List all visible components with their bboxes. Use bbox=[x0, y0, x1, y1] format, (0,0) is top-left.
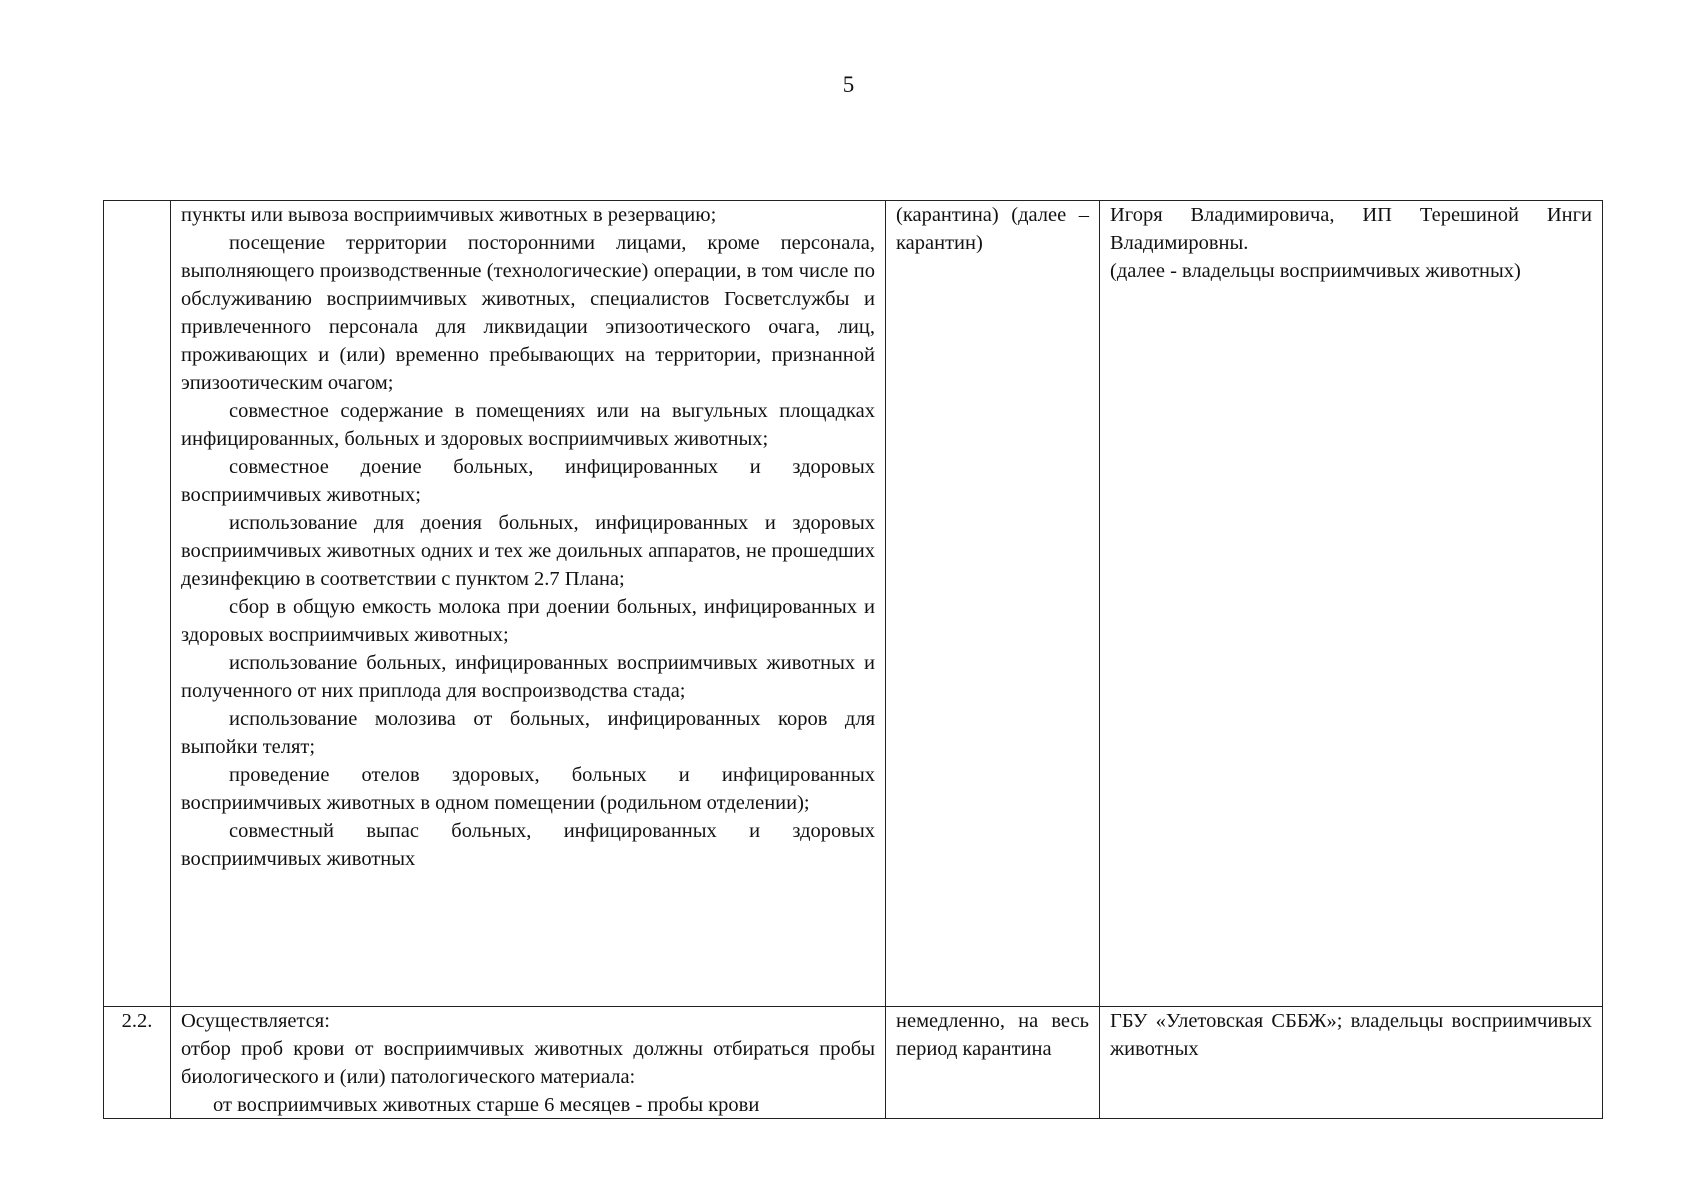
action-paragraph: использование больных, инфицированных восприимчивых животных и полученного от них приплода для воспроизводства стада; bbox=[181, 652, 875, 702]
action-cell bbox=[171, 201, 886, 1007]
page-number: 5 bbox=[842, 72, 855, 97]
responsible-cell bbox=[1100, 201, 1603, 1007]
action-paragraph: совместное доение больных, инфицированных и здоровых восприимчивых животных; bbox=[181, 456, 875, 506]
row-number-cell bbox=[104, 201, 171, 1007]
term-cell bbox=[886, 1007, 1100, 1119]
table-row bbox=[104, 1007, 1603, 1119]
responsible-text: (далее - владельцы восприимчивых животных) bbox=[1110, 260, 1521, 282]
action-paragraph: сбор в общую емкость молока при доении больных, инфицированных и здоровых восприимчивых животных; bbox=[181, 596, 875, 646]
measures-table bbox=[103, 200, 1603, 1119]
action-paragraph: от восприимчивых животных старше 6 месяцев - пробы крови bbox=[213, 1094, 760, 1116]
action-paragraph: использование молозива от больных, инфицированных коров для выпойки телят; bbox=[181, 708, 875, 758]
action-paragraph: Осуществляется: bbox=[181, 1010, 330, 1032]
action-paragraph: проведение отелов здоровых, больных и инфицированных восприимчивых животных в одном помещении (родильном отделении); bbox=[181, 764, 875, 814]
action-paragraph: пункты или вывоза восприимчивых животных в резервацию; bbox=[181, 204, 717, 226]
action-paragraph: совместное содержание в помещениях или на выгульных площадках инфицированных, больных и здоровых восприимчивых животных; bbox=[181, 400, 875, 450]
table-row bbox=[104, 201, 1603, 1007]
term-cell bbox=[886, 201, 1100, 1007]
action-cell bbox=[171, 1007, 886, 1119]
action-paragraph: отбор проб крови от восприимчивых животных должны отбираться пробы биологического и (или) патологического материала: bbox=[181, 1038, 875, 1088]
row-number-cell: 2.2. bbox=[104, 1007, 171, 1119]
action-cell-content bbox=[181, 1007, 875, 1118]
term-text: немедленно, на весь период карантина bbox=[896, 1010, 1089, 1060]
responsible-cell bbox=[1100, 1007, 1603, 1119]
responsible-text: Игоря Владимировича, ИП Терешиной Инги Владимировны. bbox=[1110, 204, 1592, 254]
term-text: (карантина) (далее –карантин) bbox=[896, 204, 1089, 254]
action-paragraph: совместный выпас больных, инфицированных и здоровых восприимчивых животных bbox=[181, 820, 875, 870]
responsible-text: ГБУ «Улетовская СББЖ»; владельцы восприимчивых животных bbox=[1110, 1010, 1592, 1060]
action-paragraph: посещение территории посторонними лицами, кроме персонала, выполняющего производственные (технологические) операции, в том числе по обслуживанию восприимчивых животных, специалистов Госветслужбы и привлеченного персонала для ликвидации эпизоотического очага, лиц, проживающих и (или) временно пребывающих на территории, признанной эпизоотическим очагом; bbox=[181, 232, 875, 394]
action-paragraph: использование для доения больных, инфицированных и здоровых восприимчивых животных одних и тех же доильных аппаратов, не прошедших дезинфекцию в соответствии с пунктом 2.7 Плана; bbox=[181, 512, 875, 590]
